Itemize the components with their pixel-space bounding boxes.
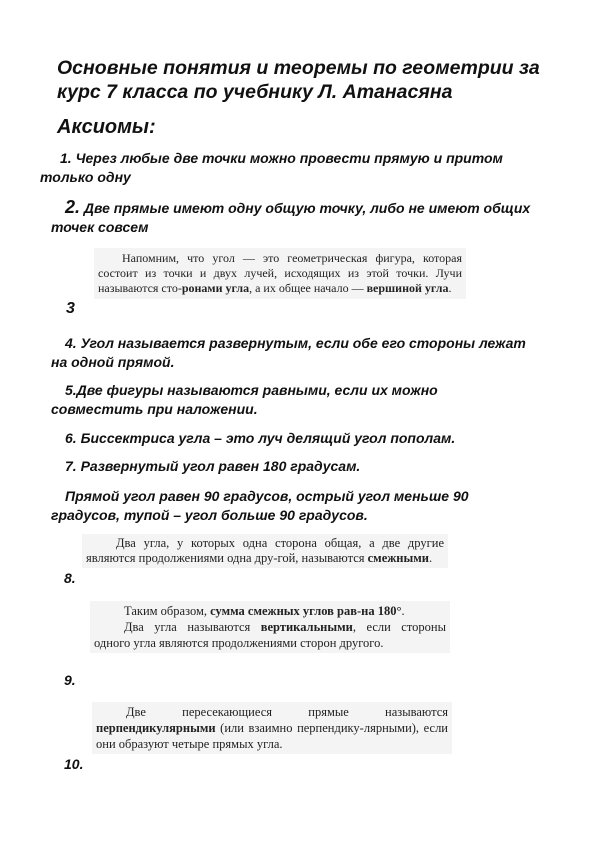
scan-9-d: Два угла называются [124,620,261,634]
item-10-number: 10. [64,756,84,772]
scan-adjacent-angles [82,534,448,568]
scan-8-bold: смежными [367,551,429,565]
item-5: 5.Две фигуры называются равными, если их можно совместить при наложении. [51,382,438,417]
scan-9-f: , если стороны одного угла являются продолжениями сторон другого. [94,620,446,650]
scan-9-a: Таким образом, [124,604,211,618]
scan-3-mid: , а их общее начало — [249,281,367,295]
axioms-heading: Аксиомы: [57,116,156,138]
scan-9-e: вертикальными [260,620,353,634]
scan-10-b: перпендикулярными [96,721,216,735]
scan-3-bold: ронами угла [181,281,250,295]
scan-3-text: Напомним, что угол — это геометрическая фигура, которая состоит из точки и двух лучей, исходящих из этой точки. Лучи называются сто- [98,251,462,295]
item-7b: Прямой угол равен 90 градусов, острый угол меньше 90 градусов, тупой – угол больше 90 градусов. [51,488,469,523]
scan-8-end: . [428,551,433,565]
item-9-number: 9. [64,672,76,688]
scan-9-b: сумма смежных углов рав-на 180° [210,604,402,618]
scan-9-c: . [401,604,405,618]
item-8-number: 8. [64,570,76,586]
item-3-number: 3 [66,300,75,317]
scan-3-end: . [448,281,452,295]
axiom-1: 1. Через любые две точки можно провести прямую и притом только одну [40,150,503,185]
axiom-2-text: Две прямые имеют одну общую точку, либо не имеют общих точек совсем [51,200,531,235]
scan-9-sum [94,603,446,619]
scan-10-a: Две пересекающиеся прямые называются [126,705,448,719]
page-title: Основные понятия и теоремы по геометрии за курс 7 класса по учебнику Л. Атанасяна [57,57,540,103]
scan-10-c: (или взаимно перпендику-лярными), если они образуют четыре прямых угла. [96,721,448,751]
scan-3-bold2: вершиной угла [366,281,449,295]
scan-9-vertical [94,619,446,651]
axiom-2 [51,198,551,237]
scan-angle-definition [94,248,466,299]
scan-perpendicular-lines [92,702,452,754]
item-4: 4. Угол называется развернутым, если обе его стороны лежат на одной прямой. [51,335,526,370]
item-6: 6. Биссектриса угла – это луч делящий угол пополам. [65,430,456,446]
scan-8-text: Два угла, у которых одна сторона общая, а две другие являются продолжениями одна дру-гой, называются [86,536,444,565]
item-7: 7. Развернутый угол равен 180 градусам. [65,458,361,474]
axiom-2-number: 2. [65,197,81,217]
scan-vertical-angles [90,601,450,653]
